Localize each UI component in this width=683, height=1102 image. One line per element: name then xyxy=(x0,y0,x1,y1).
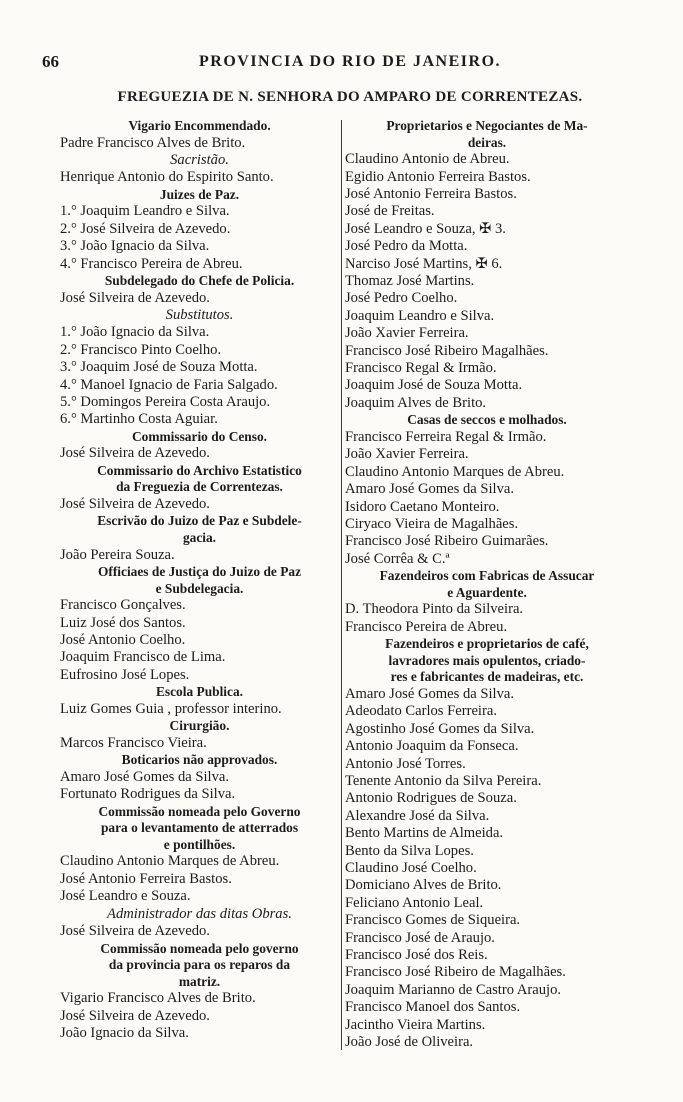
entry-line: Bento da Silva Lopes. xyxy=(345,842,474,859)
entry-line: 2.° José Silveira de Azevedo. xyxy=(60,220,231,237)
section-heading: Casas de seccos e molhados. xyxy=(407,412,567,428)
entry-line: Jacintho Vieira Martins. xyxy=(345,1016,486,1033)
entry-line: 2.° Francisco Pinto Coelho. xyxy=(60,341,222,358)
section-heading: Juizes de Paz. xyxy=(159,186,240,202)
section-heading: res e fabricantes de madeiras, etc. xyxy=(390,669,584,685)
section-subheading: Substitutos. xyxy=(165,307,234,324)
section-heading: Subdelegado do Chefe de Policia. xyxy=(104,273,295,289)
entry-line: Tenente Antonio da Silva Pereira. xyxy=(345,772,542,789)
entry-line: João Xavier Ferreira. xyxy=(345,325,469,342)
entry-line: Francisco José dos Reis. xyxy=(345,947,488,963)
page-header xyxy=(0,50,683,74)
entry-line: Padre Francisco Alves de Brito. xyxy=(60,134,246,151)
entry-line: Agostinho José Gomes da Silva. xyxy=(345,720,535,737)
entry-line: 1.° Joaquim Leandro e Silva. xyxy=(60,203,230,220)
section-heading: Commissão nomeada pelo Governo xyxy=(98,803,301,819)
section-heading: gacia. xyxy=(182,530,217,546)
entry-line: Francisco José Ribeiro Magalhães. xyxy=(345,342,549,359)
entry-line: Joaquim Francisco de Lima. xyxy=(60,649,226,666)
section-heading: Escola Publica. xyxy=(155,684,244,700)
section-heading: e pontilhões. xyxy=(163,836,236,852)
entry-line: Francisco Gonçalves. xyxy=(60,597,186,614)
entry-line: Claudino Antonio de Abreu. xyxy=(345,151,510,168)
entry-line: Francisco Manoel dos Santos. xyxy=(345,999,521,1016)
page-number: 66 xyxy=(42,52,59,71)
section-heading: e Aguardente. xyxy=(447,584,527,600)
entry-line: Egidio Antonio Ferreira Bastos. xyxy=(345,168,531,185)
entry-line: Vigario Francisco Alves de Brito. xyxy=(60,990,256,1007)
entry-line: Claudino José Coelho. xyxy=(345,859,477,876)
entry-line: Bento Martins de Almeida. xyxy=(345,825,504,842)
entry-line: José Silveira de Azevedo. xyxy=(60,496,210,513)
entry-line: Isidoro Caetano Monteiro. xyxy=(345,498,500,515)
entry-line: José Silveira de Azevedo. xyxy=(60,289,210,306)
entry-line: Francisco José Ribeiro Guimarães. xyxy=(345,533,549,550)
entry-line: Luiz Gomes Guia , professor interino. xyxy=(60,700,282,717)
entry-line: Joaquim Alves de Brito. xyxy=(345,394,487,411)
entry-line: Joaquim Marianno de Castro Araujo. xyxy=(345,981,562,998)
entry-line: Francisco Pereira de Abreu. xyxy=(345,618,508,635)
section-heading: Vigario Encommendado. xyxy=(128,118,271,133)
entry-line: José de Freitas. xyxy=(345,203,435,220)
entry-line: Amaro José Gomes da Silva. xyxy=(345,685,515,702)
entry-line: João Xavier Ferreira. xyxy=(345,446,469,463)
section-heading: Cirurgião. xyxy=(169,718,230,734)
entry-line: Fortunato Rodrigues da Silva. xyxy=(60,786,236,803)
entry-line: João Ignacio da Silva. xyxy=(60,1025,189,1042)
entry-line: 1.° João Ignacio da Silva. xyxy=(60,324,210,341)
entry-line: José Leandro e Souza. xyxy=(60,888,191,905)
entry-line: Narciso José Martins, ✠ 6. xyxy=(345,255,503,272)
entry-line: Claudino Antonio Marques de Abreu. xyxy=(60,853,280,870)
entry-line: João Pereira Souza. xyxy=(60,546,175,563)
column-divider xyxy=(341,120,342,1050)
entry-line: José Pedro Coelho. xyxy=(345,290,458,307)
entry-line: D. Theodora Pinto da Silveira. xyxy=(345,601,524,618)
section-heading: matriz. xyxy=(178,973,221,989)
section-heading: deiras. xyxy=(467,134,507,150)
section-heading: lavradores mais opulentos, criado- xyxy=(388,652,586,668)
section-heading: Officiaes de Justiça do Juizo de Paz xyxy=(97,564,302,580)
entry-line: 4.° Francisco Pereira de Abreu. xyxy=(60,255,243,272)
section-heading: Fazendeiros com Fabricas de Assucar xyxy=(379,568,595,584)
entry-line: Adeodato Carlos Ferreira. xyxy=(345,703,497,720)
entry-line: Joaquim José de Souza Motta. xyxy=(345,377,523,394)
entry-line: Amaro José Gomes da Silva. xyxy=(60,768,230,785)
entry-line: José Silveira de Azevedo. xyxy=(60,445,210,462)
entry-line: 4.° Manoel Ignacio de Faria Salgado. xyxy=(60,376,278,393)
section-heading: Escrivão do Juizo de Paz e Subdele- xyxy=(97,513,302,529)
entry-line: José Antonio Ferreira Bastos. xyxy=(345,186,517,202)
parish-title: FREGUEZIA DE N. SENHORA DO AMPARO DE CORRENTEZAS. xyxy=(117,89,583,105)
entry-line: Antonio Rodrigues de Souza. xyxy=(345,790,517,807)
entry-line: Amaro José Gomes da Silva. xyxy=(345,481,515,498)
section-subheading: Sacristão. xyxy=(170,152,229,168)
entry-line: Claudino Antonio Marques de Abreu. xyxy=(345,463,565,480)
section-heading: Commissario do Censo. xyxy=(131,428,268,444)
entry-line: Joaquim Leandro e Silva. xyxy=(345,307,495,324)
entry-line: Francisco Regal & Irmão. xyxy=(345,360,497,377)
entry-line: 5.° Domingos Pereira Costa Araujo. xyxy=(60,394,271,411)
entry-line: Ciryaco Vieira de Magalhães. xyxy=(345,515,519,532)
entry-line: José Silveira de Azevedo. xyxy=(60,923,210,940)
entry-line: João José de Oliveira. xyxy=(345,1034,474,1051)
entry-line: José Antonio Ferreira Bastos. xyxy=(60,870,232,887)
section-heading: da provincia para os reparos da xyxy=(108,957,291,973)
entry-line: Francisco José de Araujo. xyxy=(345,929,495,946)
section-heading: Commissão nomeada pelo governo xyxy=(100,940,299,956)
entry-line: Marcos Francisco Vieira. xyxy=(60,734,207,751)
right-column xyxy=(343,118,631,1052)
entry-line: Feliciano Antonio Leal. xyxy=(345,894,484,911)
section-heading: Proprietarios e Negociantes de Ma- xyxy=(386,118,588,133)
entry-line: Alexandre José da Silva. xyxy=(345,807,490,824)
entry-line: Luiz José dos Santos. xyxy=(60,614,186,631)
section-heading: e Subdelegacia. xyxy=(155,580,244,596)
entry-line: José Silveira de Azevedo. xyxy=(60,1007,210,1024)
entry-line: Antonio José Torres. xyxy=(345,755,466,772)
entry-line: 3.° João Ignacio da Silva. xyxy=(60,238,210,255)
entry-line: Domiciano Alves de Brito. xyxy=(345,877,502,894)
entry-line: 6.° Martinho Costa Aguiar. xyxy=(60,411,218,428)
entry-line: Thomaz José Martins. xyxy=(345,273,475,290)
entry-line: Francisco Ferreira Regal & Irmão. xyxy=(345,428,547,445)
entry-line: Henrique Antonio do Espirito Santo. xyxy=(60,169,274,186)
entry-line: José Antonio Coelho. xyxy=(60,632,186,649)
entry-line: Francisco José Ribeiro de Magalhães. xyxy=(345,964,566,981)
entry-line: Francisco Gomes de Siqueira. xyxy=(345,912,521,929)
section-heading: para o levantamento de atterrados xyxy=(100,820,299,836)
section-heading: da Freguezia de Correntezas. xyxy=(116,479,283,495)
section-subheading: Administrador das ditas Obras. xyxy=(107,905,292,922)
entry-line: José Pedro da Motta. xyxy=(345,238,468,255)
entry-line: Eufrosino José Lopes. xyxy=(60,666,190,683)
section-heading: Commissario do Archivo Estatistico xyxy=(97,462,302,478)
left-column xyxy=(58,118,341,1052)
section-heading: Fazendeiros e proprietarios de café, xyxy=(385,636,589,652)
section-heading: Boticarios não approvados. xyxy=(121,752,278,768)
entry-line: José Leandro e Souza, ✠ 3. xyxy=(345,220,506,237)
entry-line: Antonio Joaquim da Fonseca. xyxy=(345,738,519,755)
entry-line: 3.° Joaquim José de Souza Motta. xyxy=(60,359,258,376)
running-title: PROVINCIA DO RIO DE JANEIRO. xyxy=(198,53,502,70)
entry-line: José Corrêa & C.ª xyxy=(345,550,450,567)
